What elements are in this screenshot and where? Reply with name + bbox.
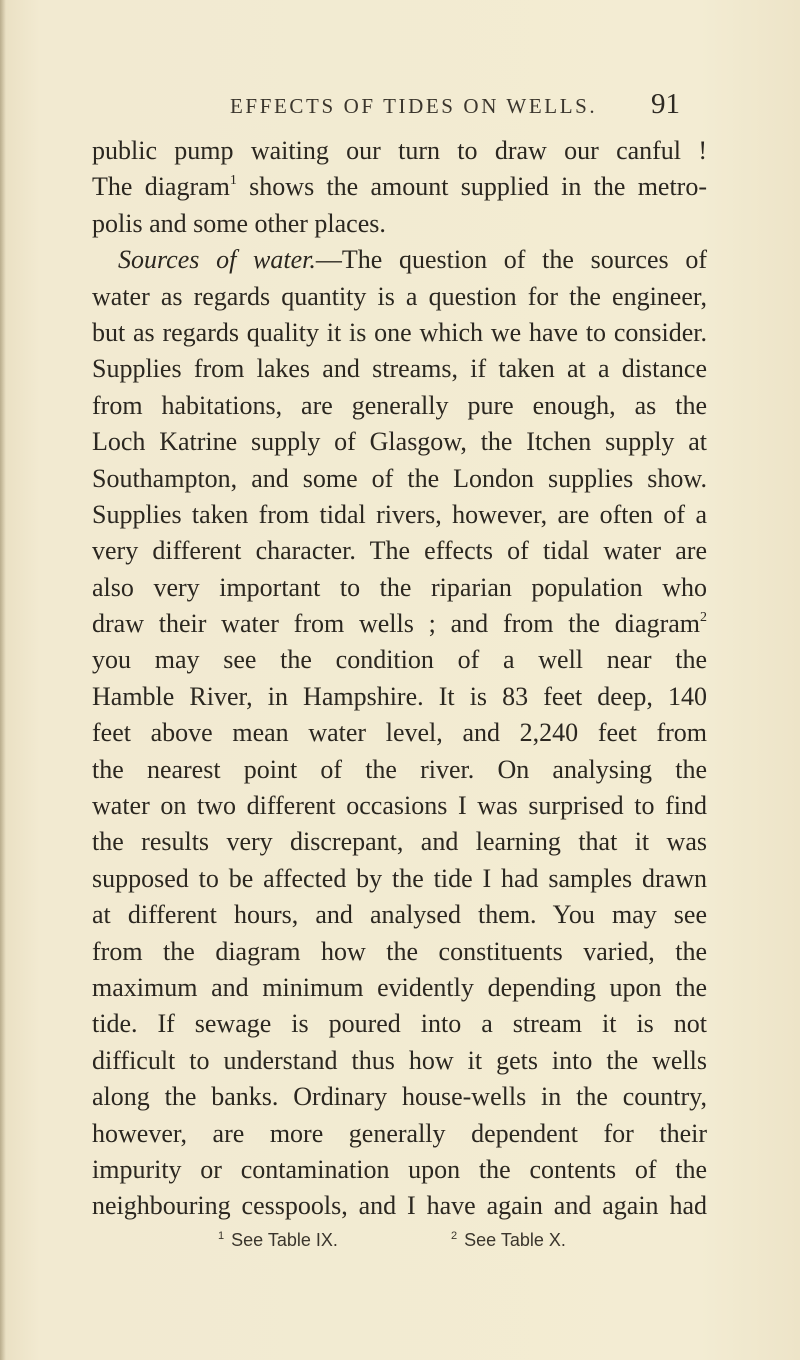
text-line: neighbouring cesspools, and I have again and again had: [92, 1191, 707, 1221]
footnote: [218, 1230, 338, 1251]
text-fragment: The diagram: [92, 172, 230, 202]
footnote-marker: 1: [218, 1230, 225, 1242]
text-line: Supplies from lakes and streams, if taken at a distance: [92, 354, 707, 384]
text-line: Loch Katrine supply of Glasgow, the Itchen supply at: [92, 427, 707, 457]
footnote-ref: 1: [229, 173, 237, 189]
text-line: at different hours, and analysed them. You may see: [92, 900, 707, 930]
text-fragment: draw their water from wells ; and from the diagram: [92, 609, 700, 639]
text-fragment: —The question of the sources of: [315, 245, 707, 275]
text-line: also very important to the riparian population who: [92, 572, 707, 602]
text-line: supposed to be affected by the tide I had samples drawn: [92, 863, 707, 893]
text-line: Supplies taken from tidal rivers, however, are often of a: [92, 499, 707, 529]
text-line: from habitations, are generally pure enough, as the: [92, 390, 707, 420]
section-heading: Sources of water.: [118, 245, 316, 275]
text-line: Hamble River, in Hampshire. It is 83 feet deep, 140: [92, 681, 707, 711]
text-line: [92, 606, 707, 642]
text-line: feet above mean water level, and 2,240 feet from: [92, 718, 707, 748]
text-fragment: shows the amount supplied in the metro-: [236, 172, 707, 202]
text-line: [92, 169, 707, 205]
footnote: [451, 1230, 566, 1251]
page-gutter-shadow: [0, 0, 6, 1360]
text-line: [92, 242, 707, 278]
text-line: however, are more generally dependent for their: [92, 1118, 707, 1148]
text-line: polis and some other places.: [92, 208, 386, 238]
text-line: you may see the condition of a well near the: [92, 645, 707, 675]
text-line: Southampton, and some of the London supplies show.: [92, 463, 707, 493]
text-line: the nearest point of the river. On analysing the: [92, 754, 707, 784]
page-number: 91: [651, 88, 680, 120]
text-line: impurity or contamination upon the contents of the: [92, 1154, 707, 1184]
body-text: [92, 133, 707, 1225]
footnote-marker: 2: [451, 1230, 458, 1242]
footnote-ref: 2: [700, 610, 707, 626]
text-line: tide. If sewage is poured into a stream it is not: [92, 1009, 707, 1039]
page-header: [230, 88, 680, 128]
footnote-text: See Table IX.: [231, 1230, 338, 1250]
text-line: difficult to understand thus how it gets into the wells: [92, 1045, 707, 1075]
footnotes: [218, 1230, 718, 1260]
text-line: along the banks. Ordinary house-wells in the country,: [92, 1082, 707, 1112]
text-line: maximum and minimum evidently depending upon the: [92, 972, 707, 1002]
text-line: water as regards quantity is a question for the engineer,: [92, 281, 707, 311]
text-line: but as regards quality it is one which we have to consider.: [92, 317, 707, 347]
text-line: from the diagram how the constituents varied, the: [92, 936, 707, 966]
text-line: the results very discrepant, and learning that it was: [92, 827, 707, 857]
running-head: EFFECTS OF TIDES ON WELLS.: [230, 94, 598, 118]
footnote-text: See Table X.: [464, 1230, 566, 1250]
text-line: very different character. The effects of tidal water are: [92, 536, 707, 566]
text-line: public pump waiting our turn to draw our canful !: [92, 136, 707, 165]
text-line: water on two different occasions I was surprised to find: [92, 791, 707, 821]
